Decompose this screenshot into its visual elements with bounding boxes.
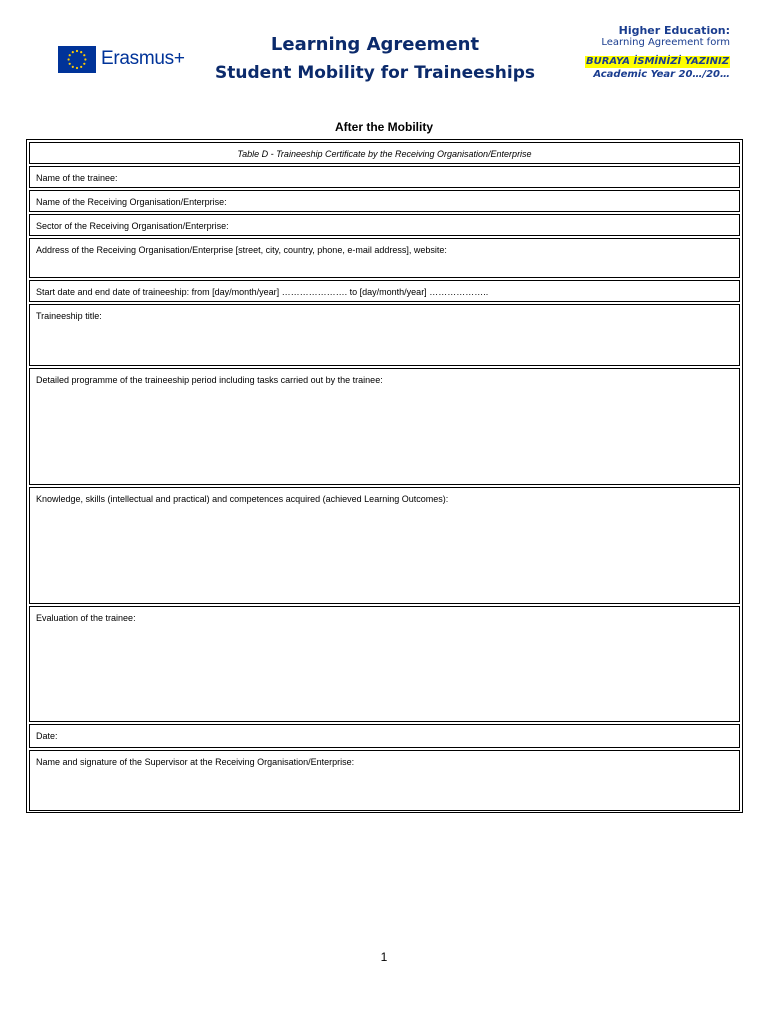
form-info xyxy=(585,24,730,81)
page-number: 1 xyxy=(380,950,388,964)
form-info-line-1: Higher Education: xyxy=(618,24,730,37)
table-caption: Table D - Traineeship Certificate by the Receiving Organisation/Enterprise xyxy=(29,142,740,164)
title-line-1: Learning Agreement xyxy=(270,34,480,55)
title-line-2: Student Mobility for Traineeships xyxy=(215,63,535,83)
table-row-trainee-name[interactable]: Name of the trainee: xyxy=(29,166,740,188)
eu-flag-icon xyxy=(58,46,96,73)
document-title xyxy=(200,32,550,88)
table-row-evaluation[interactable]: Evaluation of the trainee: xyxy=(29,606,740,722)
table-row-dates[interactable]: Start date and end date of traineeship: from [day/month/year] …………………. to [day/month/year] ……………….. xyxy=(29,280,740,302)
traineeship-certificate-table xyxy=(26,139,743,813)
table-row-programme[interactable]: Detailed programme of the traineeship period including tasks carried out by the trainee: xyxy=(29,368,740,485)
table-row-competences[interactable]: Knowledge, skills (intellectual and practical) and competences acquired (achieved Learning Outcomes): xyxy=(29,487,740,604)
table-row-supervisor-signature[interactable]: Name and signature of the Supervisor at the Receiving Organisation/Enterprise: xyxy=(29,750,740,811)
student-name-placeholder: BURAYA İSMİNİZİ YAZINIZ xyxy=(585,56,729,67)
table-row-sector[interactable]: Sector of the Receiving Organisation/Enterprise: xyxy=(29,214,740,236)
table-row-date[interactable]: Date: xyxy=(29,724,740,748)
table-row-address[interactable]: Address of the Receiving Organisation/Enterprise [street, city, country, phone, e-mail address], website: xyxy=(29,238,740,278)
section-subtitle: After the Mobility xyxy=(335,120,433,134)
academic-year: Academic Year 20…/20… xyxy=(593,69,730,80)
table-row-organisation-name[interactable]: Name of the Receiving Organisation/Enterprise: xyxy=(29,190,740,212)
form-info-line-2: Learning Agreement form xyxy=(601,37,730,48)
table-row-traineeship-title[interactable]: Traineeship title: xyxy=(29,304,740,366)
erasmus-logo xyxy=(58,44,185,74)
logo-text: Erasmus+ xyxy=(101,48,185,69)
